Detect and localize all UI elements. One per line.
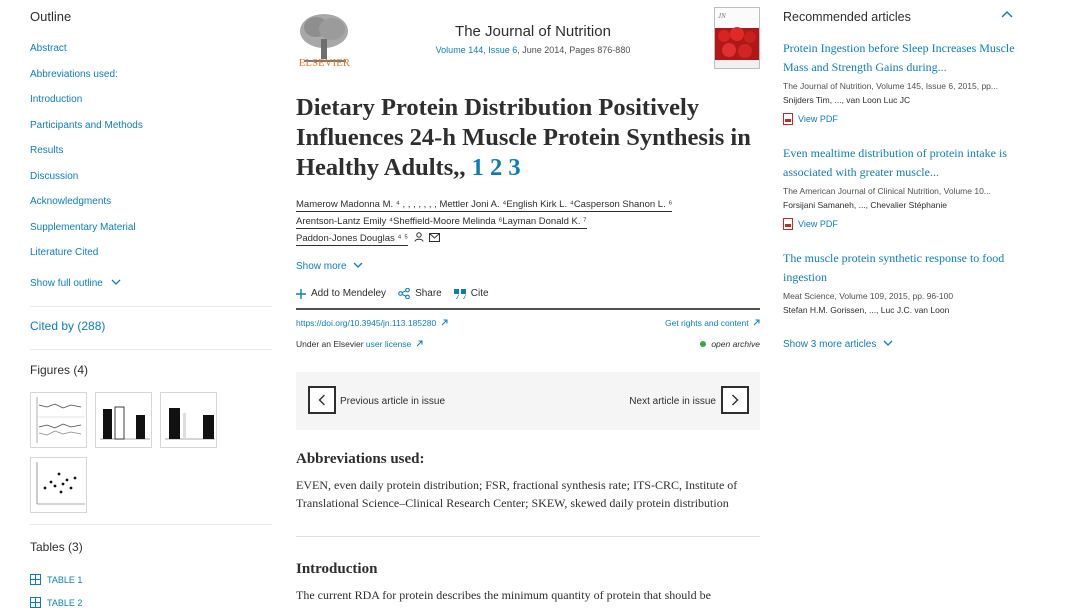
recommended-article-2-source: The American Journal of Clinical Nutrition, Volume 10... [783,186,991,196]
previous-article-label[interactable]: Previous article in issue [340,396,446,407]
bar-chart-thumbnail-icon [96,393,152,448]
recommended-article-2-view-pdf[interactable] [783,218,1015,230]
title-footnote-links[interactable]: 1 2 3 [471,154,521,181]
user-license-link[interactable]: user license [365,339,412,349]
outline-item-acknowledgments[interactable]: Acknowledgments [30,196,112,207]
recommended-article-2-authors: Forsijani Samaneh, ..., Chevalier Stéphanie [783,200,947,210]
outline-item-results[interactable]: Results [30,145,64,156]
get-rights-text: Get rights and content [664,318,749,328]
open-archive-dot-icon [700,341,706,347]
cited-by-link[interactable]: Cited by (288) [30,319,106,333]
share-icon [398,288,410,299]
table-1-label: TABLE 1 [47,574,83,585]
show-more-button[interactable] [296,261,363,272]
share-label: Share [415,288,442,299]
add-to-mendeley-button[interactable] [296,288,386,299]
svg-text:JN: JN [718,12,726,20]
divider [30,349,272,350]
divider [30,524,272,525]
issue-navigation [296,372,760,430]
outline-sidebar [30,0,272,608]
authors-line-3[interactable]: Paddon-Jones Douglas ⁴ ⁵ [296,233,409,244]
journal-cover-thumbnail[interactable] [714,7,760,69]
table-icon [30,574,41,585]
chevron-down-icon [111,279,121,286]
show-more-label: Show more [296,261,347,272]
introduction-body: The current RDA for protein describes the minimum quantity of protein that should be [296,588,711,602]
doi-link[interactable] [296,318,448,328]
previous-article-button[interactable] [308,386,336,414]
recommended-article-2-title[interactable]: Even mealtime distribution of protein intake is associated with greater muscle... [783,146,1007,179]
pdf-icon [783,218,793,230]
license-note [296,339,423,349]
recommended-article-3-title[interactable]: The muscle protein synthetic response to food ingestion [783,251,1005,284]
recommended-title: Recommended articles [783,10,911,24]
introduction-heading: Introduction [296,561,378,577]
show-more-articles-button[interactable] [783,339,893,350]
add-to-mendeley-label: Add to Mendeley [311,288,387,299]
scatter-plot-thumbnail-icon [31,458,87,513]
article-title-text: Dietary Protein Distribution Positively Influences 24-h Muscle Protein Synthesis in Healthy Adults,, [296,94,751,181]
table-icon [30,597,41,608]
authors-line-1[interactable]: Mamerow Madonna M. ⁴ , , , , , , , Mettler Joni A. ⁴English Kirk L. ⁴Casperson Shanon L. ⁶ [296,199,673,210]
journal-meta [296,45,770,55]
tables-title: Tables (3) [30,540,83,554]
figures-title: Figures (4) [30,363,89,377]
recommended-article-1-source: The Journal of Nutrition, Volume 145, Issue 6, 2015, pp... [783,81,998,91]
share-button[interactable] [398,288,442,299]
outline-item-supplementary[interactable]: Supplementary Material [30,221,136,233]
chevron-left-icon [318,394,326,406]
recommended-article-3-authors: Stefan H.M. Gorissen, ..., Luc J.C. van Loon [783,305,950,315]
person-icon[interactable] [414,232,424,242]
table-2-link[interactable] [30,597,82,608]
chevron-down-icon [353,262,363,269]
license-prefix: Under an Elsevier [296,339,366,349]
open-archive-label: open archive [711,339,760,349]
outline-item-literature[interactable]: Literature Cited [30,247,99,258]
elsevier-wordmark: ELSEVIER [298,58,351,69]
show-full-outline-label: Show full outline [30,278,103,289]
recommended-article-3-source: Meat Science, Volume 109, 2015, pp. 96-100 [783,291,954,301]
open-archive-badge [700,339,760,349]
outline-item-introduction[interactable]: Introduction [30,94,83,105]
figure-thumbnail-1[interactable] [30,392,87,448]
outline-list [30,42,143,272]
recommended-article-1-authors: Snijders Tim, ..., van Loon Luc JC [783,95,911,105]
abbreviations-heading: Abbreviations used: [296,451,425,467]
journal-date-pages: , June 2014, Pages 876-880 [517,45,631,55]
recommended-articles-panel [783,0,1015,608]
bar-chart-thumbnail-icon [161,393,217,448]
divider [296,536,760,537]
line-chart-thumbnail-icon [31,393,87,448]
get-rights-link[interactable] [665,318,760,328]
next-article-button[interactable] [721,386,749,414]
article-title [296,93,766,183]
recommended-article-3 [783,249,1015,315]
mail-icon[interactable] [429,233,440,242]
table-1-link[interactable] [30,574,82,585]
outline-title: Outline [30,9,72,24]
pdf-icon [783,113,793,125]
show-full-outline-button[interactable] [30,278,121,289]
outline-item-abstract[interactable]: Abstract [30,43,67,54]
outline-item-abbreviations[interactable]: Abbreviations used: [30,68,118,80]
divider [296,308,760,310]
recommended-article-1-title[interactable]: Protein Ingestion before Sleep Increases Muscle Mass and Strength Gains during... [783,41,1015,74]
doi-text: https://doi.org/10.3945/jn.113.185280 [296,318,437,328]
external-link-icon [416,340,423,347]
authors-line-2[interactable]: Arentson-Lantz Emily ⁴Sheffield-Moore Melinda ⁶Layman Donald K. ⁷ [296,216,587,227]
next-article-label[interactable]: Next article in issue [629,396,716,407]
article-main [296,0,760,608]
figure-thumbnail-3[interactable] [160,392,217,448]
recommended-article-1 [783,39,1015,125]
author-list [296,196,760,247]
plus-icon [296,289,306,299]
article-actions [296,288,489,299]
chevron-right-icon [731,394,739,406]
abbreviations-body: EVEN, even daily protein distribution; FSR, fractional synthesis rate; ITS-CRC, Institute of Translational Science–Clinical Research Center; SKEW, skewed daily protein distribution [296,478,738,510]
figure-thumbnail-2[interactable] [95,392,152,448]
quote-icon [454,289,466,299]
cite-button[interactable] [454,288,489,299]
volume-issue-link[interactable]: Volume 144, Issue 6 [435,45,518,55]
outline-item-participants[interactable]: Participants and Methods [30,119,143,131]
view-pdf-label: View PDF [798,114,838,124]
recommended-article-1-view-pdf[interactable] [783,113,1015,125]
journal-title-link[interactable]: The Journal of Nutrition [455,23,611,40]
external-link-icon [441,319,448,326]
figure-thumbnail-4[interactable] [30,457,87,513]
table-2-label: TABLE 2 [47,597,83,608]
outline-item-discussion[interactable]: Discussion [30,170,79,182]
recommended-article-2 [783,144,1015,230]
chevron-up-icon[interactable] [1001,10,1013,18]
strawberries-cover-icon [715,8,759,68]
cite-label: Cite [470,288,489,299]
external-link-icon [753,319,760,326]
chevron-down-icon [883,340,893,347]
divider [30,306,272,307]
show-more-articles-label: Show 3 more articles [783,339,877,350]
view-pdf-label: View PDF [798,219,838,229]
